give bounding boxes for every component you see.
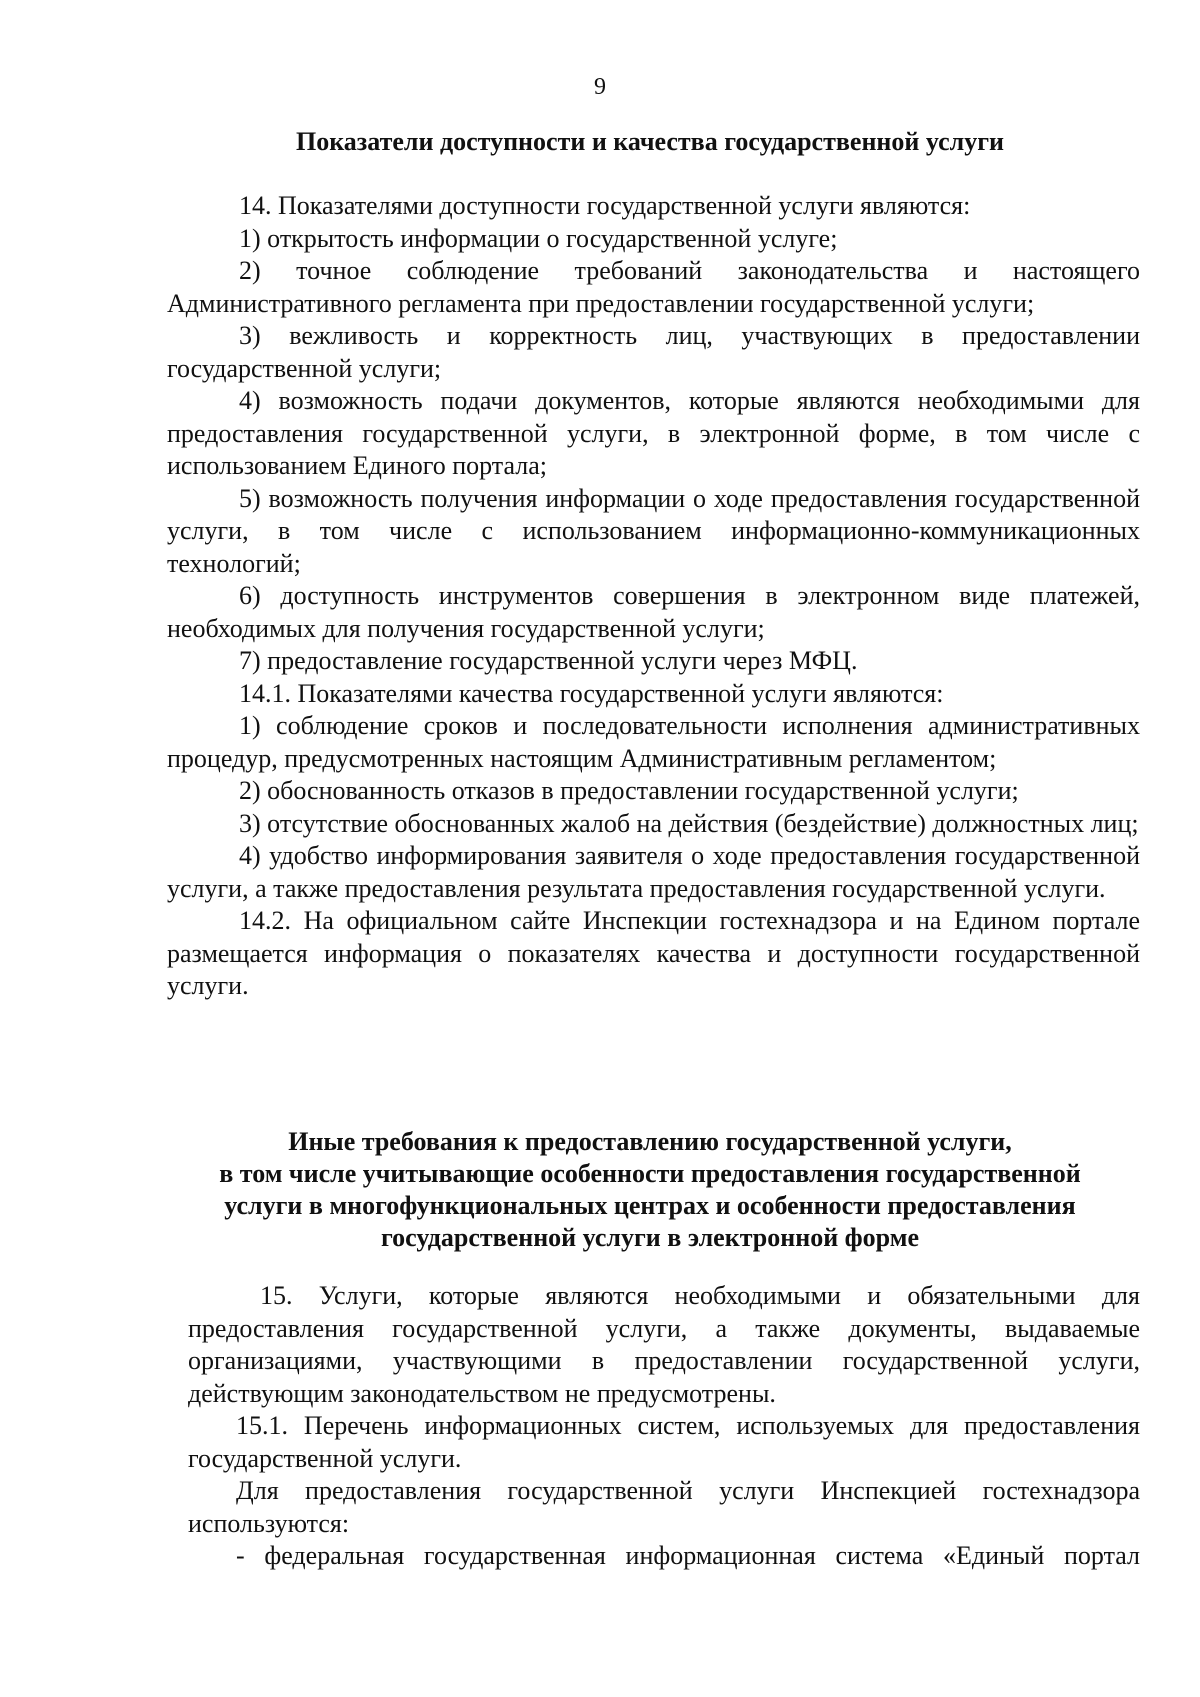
section-body-other-requirements [188,1280,1140,1573]
paragraph: 1) открытость информации о государственной услуге; [239,223,838,253]
paragraph: 14. Показателями доступности государственной услуги являются: [239,191,971,220]
section-heading-other-requirements [160,1126,1140,1254]
paragraph: 3) вежливость и корректность лиц, участвующих в предоставлении государственной услуги; [167,321,1140,383]
page-number: 9 [594,74,606,100]
section-body-availability-quality [167,190,1140,1003]
paragraph: 2) точное соблюдение требований законодательства и настоящего Административного регламента при предоставлении государственной услуги; [167,256,1140,318]
heading-line: государственной услуги в электронной форме [381,1223,919,1252]
paragraph: 4) удобство информирования заявителя о ходе предоставления государственной услуги, а также предоставления результата предоставления государственной услуги. [167,841,1140,903]
paragraph: 14.1. Показателями качества государственной услуги являются: [239,678,944,708]
paragraph: 14.2. На официальном сайте Инспекции гостехнадзора и на Едином портале размещается информация о показателях качества и доступности государственной услуги. [167,906,1140,1000]
paragraph: 15.1. Перечень информационных систем, используемых для предоставления государственной услуги. [188,1411,1140,1473]
paragraph: 15. Услуги, которые являются необходимыми и обязательными для предоставления государственной услуги, а также документы, выдаваемые организациями, участвующими в предоставлении государственной услуги, действующим законодательством не предусмотрены. [188,1281,1140,1408]
heading-line: услуги в многофункциональных центрах и особенности предоставления [224,1191,1076,1220]
paragraph: 6) доступность инструментов совершения в электронном виде платежей, необходимых для получения государственной услуги; [167,581,1140,643]
paragraph: - федеральная государственная информационная система «Единый портал [236,1541,1140,1570]
paragraph: Для предоставления государственной услуги Инспекцией гостехнадзора используются: [188,1476,1140,1538]
heading-line: Иные требования к предоставлению государственной услуги, [288,1127,1012,1156]
heading-line: в том числе учитывающие особенности предоставления государственной [219,1159,1081,1188]
paragraph: 4) возможность подачи документов, которые являются необходимыми для предоставления государственной услуги, в электронной форме, в том числе с использованием Единого портала; [167,386,1140,480]
paragraph: 7) предоставление государственной услуги через МФЦ. [239,646,858,675]
paragraph: 2) обоснованность отказов в предоставлении государственной услуги; [239,776,1019,805]
section-heading-availability-quality: Показатели доступности и качества государственной услуги [295,127,1005,156]
paragraph: 5) возможность получения информации о ходе предоставления государственной услуги, в том числе с использованием информационно-коммуникационных технологий; [167,483,1140,578]
paragraph: 3) отсутствие обоснованных жалоб на действия (бездействие) должностных лиц; [239,808,1139,838]
paragraph: 1) соблюдение сроков и последовательности исполнения административных процедур, предусмотренных настоящим Административным регламентом; [167,711,1140,773]
